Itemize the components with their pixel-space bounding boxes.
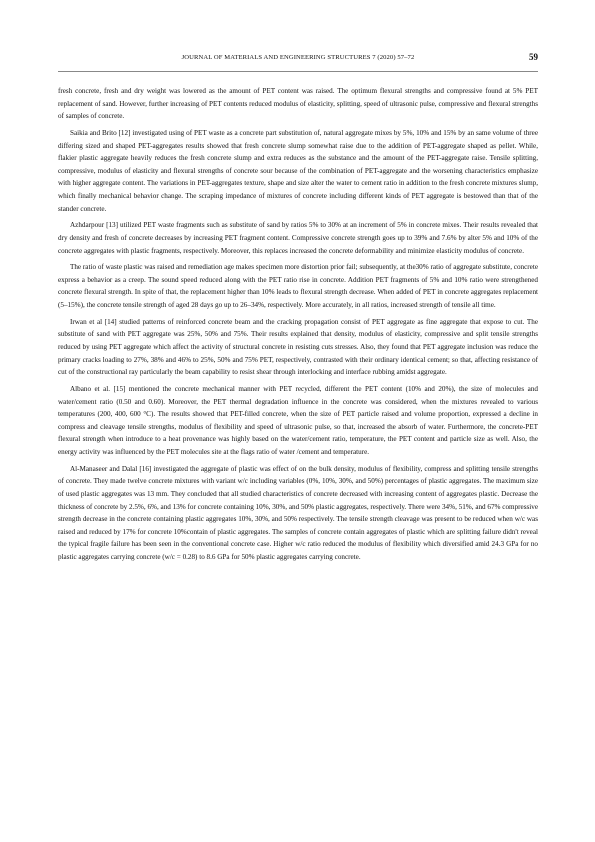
page-number: 59: [529, 52, 538, 62]
paragraph-saikia-brito: Saikia and Brito [12] investigated using of PET waste as a concrete part substitution of, natural aggregate mixes by 5%, 10% and 15% by an same volume of three differing sized and shaped PET-aggregates results showed that fresh concrete slump somewhat raise due to the addition of PET-aggregate shaped as pellet. While, flakier plastic aggregate heavily reduces the fresh concrete slump and extra reduces as the substance and the amount of the PET-aggregate raise. Tensile splitting, compressive, modulus of elasticity and flexural strengths of concrete sour because of the combination of PET-aggregate and the worsening characteristics emphasize with higher aggregate content. The variations in PET-aggregates texture, shape and size alter the water to cement ratio in addition to the fresh concrete mixtures slump, which finally mechanical behavior change. The scraping impedance of mixtures of concrete including different kinds of PET aggregate is bestowed than that of the stander concrete.: [58, 128, 538, 213]
article-body: [58, 85, 538, 568]
header-rule: [58, 71, 538, 72]
journal-running-title: JOURNAL OF MATERIALS AND ENGINEERING STRUCTURES 7 (2020) 57–72: [181, 54, 415, 61]
paragraph-albano: Albano et al. [15] mentioned the concrete mechanical manner with PET recycled, different the PET content (10% and 20%), the size of molecules and water/cement ratio (0.50 and 0.60). Moreover, the PET thermal degradation influence in the concrete was considered, when the mixtures revealed to various temperatures (200, 400, 600 °C). The results showed that PET-filled concrete, when the size of PET particle raised and volume proportion, expressed a decline in compress and cleavage tensile strengths, modulus of flexibility and speed of ultrasonic pulse, so that, increased the absorb of water. Furthermore, the concrete-PET flexural strength when introduce to a heat provenance was highly based on the water/cement ratio, temperature, the PET content and particle size as well. Also, the energy activity was influenced by the PET molecules site at the flags ratio of water /cement and temperature.: [58, 385, 538, 456]
paragraph-azhdarpour: Azhdarpour [13] utilized PET waste fragments such as substitute of sand by ratios 5% to 30% at an increment of 5% in concrete mixes. Their results revealed that dry density and fresh of concrete decreases by increasing PET fragment content. Compressive concrete strength goes up to 39% and 7.6% by alter 5% and 10% of the concrete aggregates with plastic fragments, respectively. Moreover, this replaces increased the concrete deformability and minimize elasticity modulus of concrete.: [58, 221, 538, 255]
paragraph-waste-plastic-ratio: The ratio of waste plastic was raised and remediation age makes specimen more distortion prior fail; subsequently, at the30% ratio of aggregate substitute, concrete express a behavior as a creep. The sound speed reduced along with the PET ratio rise in concrete. Addition PET fragments of 5% and 10% ratio were strengthened concrete flexural strength. In spite of that, the replacement higher than 10% leads to flexural strength decrease. When added of PET in concrete aggregates replacement (5–15%), the concrete tensile strength of aged 28 days go up to 26–34%, respectively. More accurately, in all ratios, increased strength of tensile all time.: [58, 263, 538, 310]
paragraph-irwan: Irwan et al [14] studied patterns of reinforced concrete beam and the cracking propagation consist of PET aggregate as fine aggregate that expose to cut. The substitute of sand with PET aggregate was 25%, 50% and 75%. Their results explained that density, modulus of elasticity, compressive and split tensile strengths reduced by using PET aggregate which affect the activity of structural concrete in resisting cuts stresses. Also, they found that PET aggregate inclusion was reduce the primary cracks loading to 27%, 38% and 46% to 25%, 50% and 75% PET, respectively, contrasted with their ordinary identical cement; so that, affecting resistance of cut of the constructional ray particularly the beam capability to resist shear through interlocking and interface rubbing amidst aggregate.: [58, 317, 538, 377]
paragraph-al-manaseer-dalal: Al-Manaseer and Dalal [16] investigated the aggregate of plastic was effect of on the bulk density, modulus of flexibility, compress and splitting tensile strengths of concrete. They made twelve concrete mixtures with variant w/c including variables (0%, 10%, 30%, and 50%) percentages of plastic aggregates. The maximum size of used plastic aggregates was 13 mm. They concluded that all studied characteristics of concrete decreased with increasing content of aggregates plastic. Decrease the thickness of concrete by 2.5%, 6%, and 13% for concrete containing 10%, 30%, and 50% plastic aggregates, respectively. There were 34%, 51%, and 67% compressive strength decrease in the concrete containing plastic aggregates 10%, 30%, and 50% respectively. The tensile strength cleavage was present to be reduced when w/c was raised and reduced by 17% for concrete 10%contain of plastic aggregates. The samples of concrete contain aggregates of plastic which are splitting failure didn't reveal the typical fragile failure has been seen in the conventional concrete case. Higher w/c ratio reduced the modulus of flexibility which diversified amid 24.3 GPa for no plastic aggregates carrying concrete (w/c = 0.28) to 8.6 GPa for 50% plastic aggregates carrying concrete.: [58, 464, 538, 561]
paragraph-fresh-concrete: fresh concrete, fresh and dry weight was lowered as the amount of PET content was raised. The optimum flexural strengths and compressive found at 5% PET replacement of sand. However, further increasing of PET contents reduced modulus of elasticity, splitting, speed of ultrasonic pulse, compressive and flexural strengths of samples of concrete.: [58, 87, 538, 121]
page-header: [58, 52, 538, 66]
